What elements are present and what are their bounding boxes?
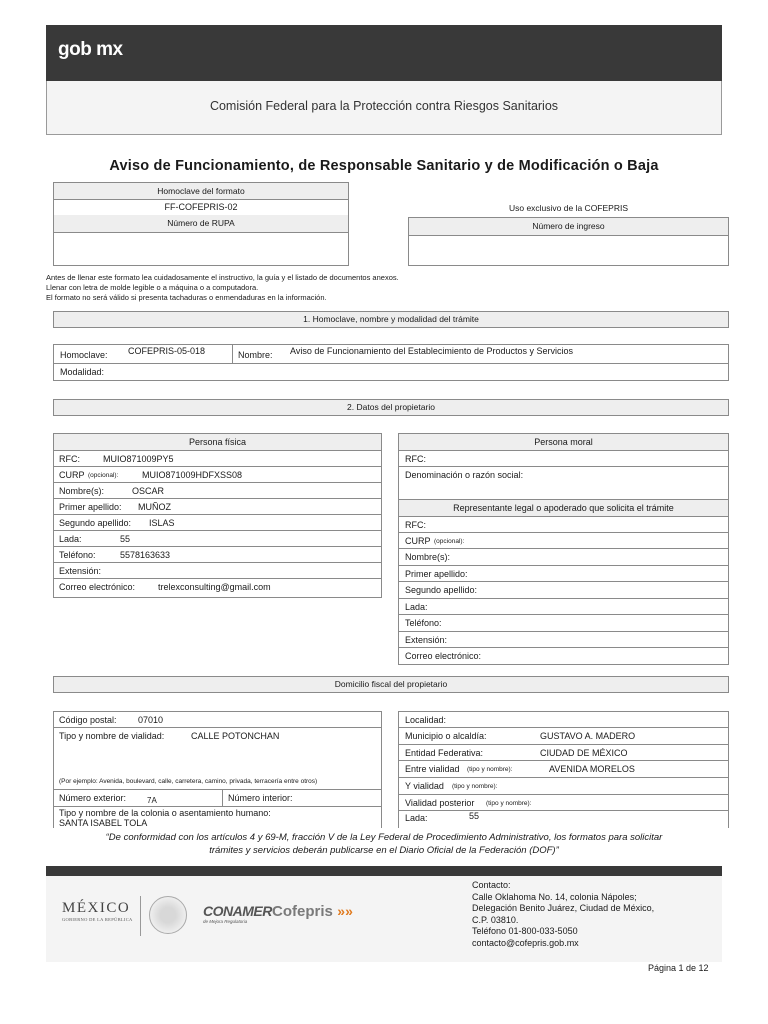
- cp-row[interactable]: Código postal: 07010: [54, 712, 381, 728]
- conamer-logo: CONAMER de Mejora Regulatoria: [203, 903, 272, 924]
- rep-lada-row[interactable]: Lada:: [399, 599, 728, 615]
- gobmx-logo[interactable]: gob mx: [58, 39, 123, 60]
- fisica-nombre-value: OSCAR: [132, 486, 165, 496]
- rep-correo-row[interactable]: Correo electrónico:: [405, 651, 482, 661]
- colonia-value: SANTA ISABEL TOLA: [59, 818, 148, 828]
- rep-extension-row[interactable]: Extensión:: [399, 632, 728, 648]
- entidad-value: CIUDAD DE MÉXICO: [540, 748, 628, 758]
- instructions: [46, 273, 399, 303]
- fisica-rfc-value: MUIO871009PY5: [103, 454, 174, 464]
- modalidad-label: Modalidad:: [60, 367, 105, 377]
- vialidad-posterior-row[interactable]: Vialidad posterior (tipo y nombre):: [399, 795, 728, 811]
- contact-info: Contacto: Calle Oklahoma No. 14, colonia Nápoles; Delegación Benito Juárez, Ciudad de México, C.P. 03810. Teléfono 01-800-033-5050 contacto@cofepris.gob.mx: [472, 880, 655, 948]
- moral-rfc-row[interactable]: RFC:: [399, 451, 728, 467]
- fisica-correo-row[interactable]: Correo electrónico: trelexconsulting@gmail.com: [59, 582, 271, 592]
- colonia-row[interactable]: Tipo y nombre de la colonia o asentamiento humano: SANTA ISABEL TOLA: [59, 808, 271, 828]
- cofepris-exclusive-label: Uso exclusivo de la COFEPRIS: [508, 203, 629, 213]
- rep-nombre-row[interactable]: Nombre(s):: [399, 549, 728, 566]
- entre-vialidad-value: AVENIDA MORELOS: [549, 764, 635, 774]
- logo-divider: [140, 896, 141, 936]
- homoclave-format-label: Homoclave del formato: [54, 183, 348, 200]
- fisica-segundo-row[interactable]: Segundo apellido: ISLAS: [54, 515, 381, 531]
- municipio-row[interactable]: Municipio o alcaldía: GUSTAVO A. MADERO: [399, 728, 728, 745]
- rep-curp-row[interactable]: CURP (opcional):: [399, 533, 728, 549]
- rep-primer-row[interactable]: Primer apellido:: [399, 566, 728, 582]
- rupa-label: Número de RUPA: [54, 215, 348, 233]
- rep-rfc-row[interactable]: RFC:: [399, 517, 728, 533]
- section1-table: [53, 344, 729, 381]
- fisica-lada-row[interactable]: Lada: 55: [54, 531, 381, 547]
- fisica-curp-row[interactable]: CURP (opcional): MUIO871009HDFXSS08: [54, 467, 381, 483]
- entre-vialidad-row[interactable]: Entre vialidad (tipo y nombre): AVENIDA MORELOS: [399, 761, 728, 778]
- domicilio-lada-value: 55: [469, 811, 480, 821]
- document-title: Aviso de Funcionamiento, de Responsable Sanitario y de Modificación o Baja: [109, 158, 659, 174]
- persona-fisica-header: Persona física: [54, 434, 381, 451]
- escudo-icon: [149, 896, 187, 934]
- homoclave-format-value: FF-COFEPRIS-02: [54, 199, 348, 216]
- vialidad-value: CALLE POTONCHAN: [191, 731, 280, 741]
- fisica-primer-row[interactable]: Primer apellido: MUÑOZ: [54, 499, 381, 515]
- numero-exterior-value[interactable]: 7A: [147, 796, 157, 805]
- representante-header: Representante legal o apoderado que solicita el trámite: [399, 500, 728, 517]
- numero-interior-label[interactable]: Número interior:: [228, 793, 293, 803]
- rep-segundo-row[interactable]: Segundo apellido:: [399, 582, 728, 599]
- ingreso-field[interactable]: [409, 235, 728, 265]
- fisica-lada-value: 55: [120, 534, 131, 544]
- agency-name: Comisión Federal para la Protección contra Riesgos Sanitarios: [209, 99, 559, 113]
- persona-moral-header: Persona moral: [399, 434, 728, 451]
- nombre-tramite-label: Nombre:: [238, 350, 273, 360]
- vialidad-row[interactable]: Tipo y nombre de vialidad: CALLE POTONCHAN (Por ejemplo: Avenida, boulevard, calle, carretera, camino, privada, terracería entre otros): [54, 728, 381, 790]
- entidad-row[interactable]: Entidad Federativa: CIUDAD DE MÉXICO: [399, 745, 728, 761]
- domicilio-header: Domicilio fiscal del propietario: [53, 676, 729, 693]
- mexico-logo: MÉXICO GOBIERNO DE LA REPÚBLICA: [62, 900, 133, 922]
- fisica-primer-value: MUÑOZ: [138, 502, 171, 512]
- section1-header: 1. Homoclave, nombre y modalidad del trámite: [53, 311, 729, 328]
- persona-moral-table: [398, 433, 729, 665]
- instruction-line: El formato no será válido si presenta tachaduras o enmendaduras en la información.: [46, 293, 327, 302]
- section2-header: 2. Datos del propietario: [53, 399, 729, 416]
- numero-row: Número exterior: 7A Número interior:: [54, 790, 381, 807]
- nombre-tramite-value[interactable]: Aviso de Funcionamiento del Establecimiento de Productos y Servicios: [290, 346, 573, 356]
- cofepris-chevrons-icon: »»: [337, 903, 353, 919]
- fisica-extension-row[interactable]: Extensión:: [54, 563, 381, 579]
- ingreso-label: Número de ingreso: [409, 218, 728, 236]
- fisica-curp-value: MUIO871009HDFXSS08: [142, 470, 243, 480]
- footer-bar: [46, 866, 722, 876]
- page-number: Página 1 de 12: [648, 963, 709, 973]
- vialidad-example: (Por ejemplo: Avenida, boulevard, calle, carretera, camino, privada, terracería entre otros): [59, 778, 318, 785]
- gobmx-header-bar: [46, 25, 722, 81]
- fisica-correo-value: trelexconsulting@gmail.com: [158, 582, 271, 592]
- municipio-value: GUSTAVO A. MADERO: [540, 731, 636, 741]
- instruction-line: Antes de llenar este formato lea cuidadosamente el instructivo, la guía y el listado de documentos anexos.: [46, 273, 399, 282]
- cofepris-logo: Cofepris »»: [272, 903, 353, 920]
- homoclave-label: Homoclave:: [60, 350, 108, 360]
- rupa-field[interactable]: [54, 232, 348, 265]
- cofepris-box: [408, 217, 729, 266]
- cp-value: 07010: [138, 715, 164, 725]
- y-vialidad-row[interactable]: Y vialidad (tipo y nombre):: [399, 778, 728, 795]
- domicilio-right-table: [398, 711, 729, 828]
- agency-banner: [46, 81, 722, 135]
- domicilio-left-table: [53, 711, 382, 828]
- rep-telefono-row[interactable]: Teléfono:: [399, 615, 728, 632]
- persona-fisica-table: [53, 433, 382, 598]
- fisica-telefono-row[interactable]: Teléfono: 5578163633: [54, 547, 381, 563]
- fisica-segundo-value: ISLAS: [149, 518, 175, 528]
- fisica-telefono-value: 5578163633: [120, 550, 171, 560]
- legal-quote: “De conformidad con los artículos 4 y 69-M, fracción V de la Ley Federal de Procedimiento Administrativo, los formatos para solicitar trámites y servicios deberán publicarse en el Diario Oficial de la Federación (DOF)”: [105, 832, 663, 856]
- fisica-nombre-row[interactable]: Nombre(s): OSCAR: [54, 483, 381, 499]
- domicilio-lada-row[interactable]: Lada: 55: [405, 811, 480, 823]
- moral-denominacion-row[interactable]: Denominación o razón social:: [399, 467, 728, 500]
- localidad-row[interactable]: Localidad:: [399, 712, 728, 728]
- fisica-rfc-row[interactable]: RFC: MUIO871009PY5: [54, 451, 381, 467]
- instruction-line: Llenar con letra de molde legible o a máquina o a computadora.: [46, 283, 259, 292]
- homoclave-value[interactable]: COFEPRIS-05-018: [128, 346, 206, 356]
- format-box: [53, 182, 349, 266]
